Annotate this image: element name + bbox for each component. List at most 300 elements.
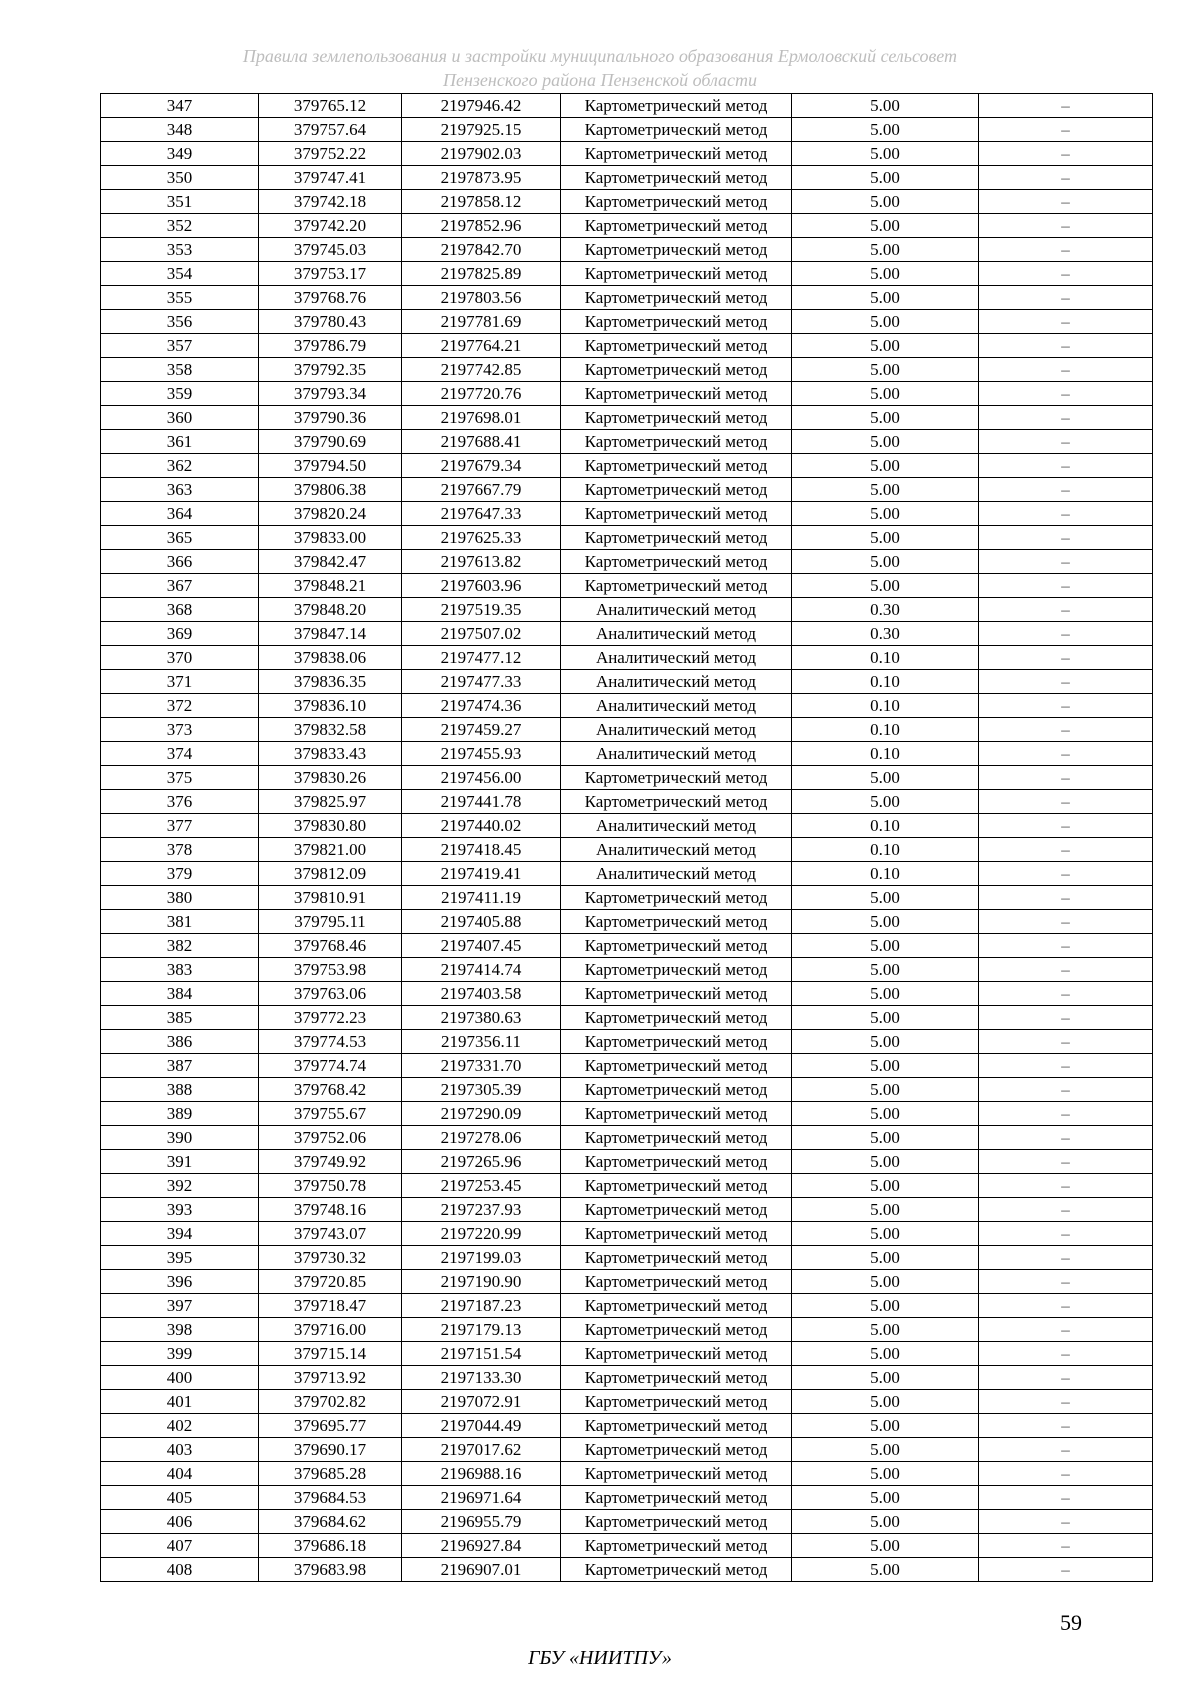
method-cell: Картометрический метод (561, 886, 792, 910)
y-coordinate-cell: 2197603.96 (402, 574, 561, 598)
y-coordinate-cell: 2197720.76 (402, 382, 561, 406)
y-coordinate-cell: 2197179.13 (402, 1318, 561, 1342)
note-cell: – (979, 958, 1153, 982)
point-number-cell: 378 (101, 838, 259, 862)
point-number-cell: 369 (101, 622, 259, 646)
method-cell: Картометрический метод (561, 502, 792, 526)
method-cell: Картометрический метод (561, 1150, 792, 1174)
accuracy-cell: 5.00 (792, 502, 979, 526)
method-cell: Картометрический метод (561, 790, 792, 814)
table-row (101, 286, 1153, 310)
note-cell: – (979, 454, 1153, 478)
y-coordinate-cell: 2197190.90 (402, 1270, 561, 1294)
method-cell: Картометрический метод (561, 1462, 792, 1486)
method-cell: Аналитический метод (561, 718, 792, 742)
point-number-cell: 368 (101, 598, 259, 622)
note-cell: – (979, 1222, 1153, 1246)
table-row (101, 358, 1153, 382)
point-number-cell: 387 (101, 1054, 259, 1078)
table-row (101, 1006, 1153, 1030)
y-coordinate-cell: 2196955.79 (402, 1510, 561, 1534)
y-coordinate-cell: 2197411.19 (402, 886, 561, 910)
y-coordinate-cell: 2197072.91 (402, 1390, 561, 1414)
y-coordinate-cell: 2197265.96 (402, 1150, 561, 1174)
accuracy-cell: 0.30 (792, 598, 979, 622)
method-cell: Картометрический метод (561, 1198, 792, 1222)
method-cell: Картометрический метод (561, 286, 792, 310)
point-number-cell: 375 (101, 766, 259, 790)
x-coordinate-cell: 379768.76 (259, 286, 402, 310)
method-cell: Картометрический метод (561, 1030, 792, 1054)
accuracy-cell: 5.00 (792, 1318, 979, 1342)
table-row (101, 1486, 1153, 1510)
y-coordinate-cell: 2197858.12 (402, 190, 561, 214)
point-number-cell: 362 (101, 454, 259, 478)
note-cell: – (979, 814, 1153, 838)
y-coordinate-cell: 2197902.03 (402, 142, 561, 166)
y-coordinate-cell: 2197507.02 (402, 622, 561, 646)
note-cell: – (979, 1438, 1153, 1462)
x-coordinate-cell: 379690.17 (259, 1438, 402, 1462)
method-cell: Картометрический метод (561, 1222, 792, 1246)
note-cell: – (979, 1030, 1153, 1054)
y-coordinate-cell: 2197418.45 (402, 838, 561, 862)
point-number-cell: 385 (101, 1006, 259, 1030)
point-number-cell: 402 (101, 1414, 259, 1438)
point-number-cell: 372 (101, 694, 259, 718)
accuracy-cell: 5.00 (792, 982, 979, 1006)
note-cell: – (979, 1294, 1153, 1318)
y-coordinate-cell: 2197459.27 (402, 718, 561, 742)
table-row (101, 526, 1153, 550)
note-cell: – (979, 478, 1153, 502)
table-row (101, 190, 1153, 214)
y-coordinate-cell: 2197441.78 (402, 790, 561, 814)
point-number-cell: 408 (101, 1558, 259, 1582)
y-coordinate-cell: 2197380.63 (402, 1006, 561, 1030)
coordinates-table-body (101, 94, 1153, 1582)
point-number-cell: 358 (101, 358, 259, 382)
note-cell: – (979, 1318, 1153, 1342)
accuracy-cell: 5.00 (792, 1558, 979, 1582)
accuracy-cell: 5.00 (792, 430, 979, 454)
table-row (101, 574, 1153, 598)
note-cell: – (979, 1246, 1153, 1270)
x-coordinate-cell: 379806.38 (259, 478, 402, 502)
method-cell: Картометрический метод (561, 1102, 792, 1126)
note-cell: – (979, 118, 1153, 142)
table-row (101, 646, 1153, 670)
accuracy-cell: 5.00 (792, 1054, 979, 1078)
method-cell: Аналитический метод (561, 598, 792, 622)
x-coordinate-cell: 379745.03 (259, 238, 402, 262)
y-coordinate-cell: 2197017.62 (402, 1438, 561, 1462)
table-row (101, 1126, 1153, 1150)
y-coordinate-cell: 2197925.15 (402, 118, 561, 142)
method-cell: Картометрический метод (561, 1246, 792, 1270)
accuracy-cell: 5.00 (792, 286, 979, 310)
note-cell: – (979, 1462, 1153, 1486)
page-header (100, 44, 1100, 92)
point-number-cell: 397 (101, 1294, 259, 1318)
accuracy-cell: 5.00 (792, 1198, 979, 1222)
accuracy-cell: 5.00 (792, 1150, 979, 1174)
note-cell: – (979, 982, 1153, 1006)
accuracy-cell: 0.10 (792, 814, 979, 838)
note-cell: – (979, 742, 1153, 766)
y-coordinate-cell: 2197407.45 (402, 934, 561, 958)
x-coordinate-cell: 379752.22 (259, 142, 402, 166)
table-row (101, 1174, 1153, 1198)
point-number-cell: 391 (101, 1150, 259, 1174)
note-cell: – (979, 1366, 1153, 1390)
note-cell: – (979, 646, 1153, 670)
table-row (101, 1462, 1153, 1486)
note-cell: – (979, 574, 1153, 598)
x-coordinate-cell: 379825.97 (259, 790, 402, 814)
note-cell: – (979, 142, 1153, 166)
note-cell: – (979, 910, 1153, 934)
y-coordinate-cell: 2197356.11 (402, 1030, 561, 1054)
y-coordinate-cell: 2196927.84 (402, 1534, 561, 1558)
note-cell: – (979, 886, 1153, 910)
table-row (101, 814, 1153, 838)
x-coordinate-cell: 379750.78 (259, 1174, 402, 1198)
accuracy-cell: 5.00 (792, 478, 979, 502)
point-number-cell: 364 (101, 502, 259, 526)
point-number-cell: 351 (101, 190, 259, 214)
point-number-cell: 406 (101, 1510, 259, 1534)
y-coordinate-cell: 2197667.79 (402, 478, 561, 502)
accuracy-cell: 5.00 (792, 1030, 979, 1054)
method-cell: Картометрический метод (561, 166, 792, 190)
note-cell: – (979, 526, 1153, 550)
accuracy-cell: 5.00 (792, 1438, 979, 1462)
method-cell: Аналитический метод (561, 862, 792, 886)
accuracy-cell: 5.00 (792, 910, 979, 934)
point-number-cell: 360 (101, 406, 259, 430)
method-cell: Картометрический метод (561, 1270, 792, 1294)
accuracy-cell: 5.00 (792, 166, 979, 190)
method-cell: Аналитический метод (561, 694, 792, 718)
point-number-cell: 361 (101, 430, 259, 454)
x-coordinate-cell: 379848.20 (259, 598, 402, 622)
accuracy-cell: 5.00 (792, 358, 979, 382)
y-coordinate-cell: 2197419.41 (402, 862, 561, 886)
x-coordinate-cell: 379847.14 (259, 622, 402, 646)
table-row (101, 1318, 1153, 1342)
point-number-cell: 398 (101, 1318, 259, 1342)
accuracy-cell: 5.00 (792, 142, 979, 166)
accuracy-cell: 5.00 (792, 790, 979, 814)
point-number-cell: 405 (101, 1486, 259, 1510)
method-cell: Картометрический метод (561, 118, 792, 142)
y-coordinate-cell: 2197764.21 (402, 334, 561, 358)
table-row (101, 94, 1153, 118)
method-cell: Аналитический метод (561, 622, 792, 646)
point-number-cell: 401 (101, 1390, 259, 1414)
method-cell: Картометрический метод (561, 910, 792, 934)
accuracy-cell: 5.00 (792, 1222, 979, 1246)
method-cell: Картометрический метод (561, 310, 792, 334)
x-coordinate-cell: 379713.92 (259, 1366, 402, 1390)
point-number-cell: 400 (101, 1366, 259, 1390)
page-footer: ГБУ «НИИТПУ» (528, 1647, 672, 1669)
y-coordinate-cell: 2197803.56 (402, 286, 561, 310)
note-cell: – (979, 166, 1153, 190)
note-cell: – (979, 1486, 1153, 1510)
point-number-cell: 365 (101, 526, 259, 550)
method-cell: Картометрический метод (561, 406, 792, 430)
method-cell: Аналитический метод (561, 670, 792, 694)
note-cell: – (979, 382, 1153, 406)
table-row (101, 478, 1153, 502)
table-row (101, 1054, 1153, 1078)
accuracy-cell: 5.00 (792, 934, 979, 958)
table-row (101, 382, 1153, 406)
accuracy-cell: 0.10 (792, 694, 979, 718)
y-coordinate-cell: 2196988.16 (402, 1462, 561, 1486)
method-cell: Картометрический метод (561, 1294, 792, 1318)
point-number-cell: 389 (101, 1102, 259, 1126)
table-row (101, 1198, 1153, 1222)
note-cell: – (979, 694, 1153, 718)
point-number-cell: 392 (101, 1174, 259, 1198)
x-coordinate-cell: 379753.98 (259, 958, 402, 982)
accuracy-cell: 0.10 (792, 862, 979, 886)
accuracy-cell: 5.00 (792, 262, 979, 286)
x-coordinate-cell: 379774.53 (259, 1030, 402, 1054)
method-cell: Картометрический метод (561, 478, 792, 502)
y-coordinate-cell: 2197278.06 (402, 1126, 561, 1150)
method-cell: Картометрический метод (561, 1078, 792, 1102)
table-row (101, 1102, 1153, 1126)
note-cell: – (979, 934, 1153, 958)
accuracy-cell: 5.00 (792, 958, 979, 982)
y-coordinate-cell: 2197414.74 (402, 958, 561, 982)
method-cell: Аналитический метод (561, 646, 792, 670)
x-coordinate-cell: 379752.06 (259, 1126, 402, 1150)
accuracy-cell: 5.00 (792, 382, 979, 406)
method-cell: Картометрический метод (561, 1414, 792, 1438)
note-cell: – (979, 1150, 1153, 1174)
note-cell: – (979, 862, 1153, 886)
x-coordinate-cell: 379786.79 (259, 334, 402, 358)
method-cell: Картометрический метод (561, 94, 792, 118)
point-number-cell: 396 (101, 1270, 259, 1294)
note-cell: – (979, 718, 1153, 742)
x-coordinate-cell: 379747.41 (259, 166, 402, 190)
x-coordinate-cell: 379742.18 (259, 190, 402, 214)
table-row (101, 310, 1153, 334)
point-number-cell: 376 (101, 790, 259, 814)
method-cell: Картометрический метод (561, 382, 792, 406)
y-coordinate-cell: 2197625.33 (402, 526, 561, 550)
point-number-cell: 380 (101, 886, 259, 910)
accuracy-cell: 0.10 (792, 718, 979, 742)
y-coordinate-cell: 2196971.64 (402, 1486, 561, 1510)
x-coordinate-cell: 379772.23 (259, 1006, 402, 1030)
table-row (101, 334, 1153, 358)
method-cell: Картометрический метод (561, 1534, 792, 1558)
table-row (101, 1366, 1153, 1390)
x-coordinate-cell: 379848.21 (259, 574, 402, 598)
y-coordinate-cell: 2197253.45 (402, 1174, 561, 1198)
note-cell: – (979, 238, 1153, 262)
accuracy-cell: 5.00 (792, 1342, 979, 1366)
accuracy-cell: 5.00 (792, 550, 979, 574)
x-coordinate-cell: 379716.00 (259, 1318, 402, 1342)
table-row (101, 1222, 1153, 1246)
table-row (101, 694, 1153, 718)
y-coordinate-cell: 2197679.34 (402, 454, 561, 478)
accuracy-cell: 5.00 (792, 574, 979, 598)
table-row (101, 238, 1153, 262)
accuracy-cell: 5.00 (792, 238, 979, 262)
accuracy-cell: 5.00 (792, 1486, 979, 1510)
note-cell: – (979, 286, 1153, 310)
table-row (101, 934, 1153, 958)
y-coordinate-cell: 2197440.02 (402, 814, 561, 838)
note-cell: – (979, 838, 1153, 862)
accuracy-cell: 5.00 (792, 214, 979, 238)
method-cell: Картометрический метод (561, 934, 792, 958)
x-coordinate-cell: 379765.12 (259, 94, 402, 118)
accuracy-cell: 5.00 (792, 94, 979, 118)
x-coordinate-cell: 379830.26 (259, 766, 402, 790)
point-number-cell: 356 (101, 310, 259, 334)
x-coordinate-cell: 379821.00 (259, 838, 402, 862)
point-number-cell: 366 (101, 550, 259, 574)
point-number-cell: 359 (101, 382, 259, 406)
method-cell: Картометрический метод (561, 1558, 792, 1582)
y-coordinate-cell: 2197842.70 (402, 238, 561, 262)
point-number-cell: 407 (101, 1534, 259, 1558)
table-row (101, 454, 1153, 478)
table-row (101, 430, 1153, 454)
table-row (101, 838, 1153, 862)
note-cell: – (979, 1510, 1153, 1534)
accuracy-cell: 0.10 (792, 670, 979, 694)
method-cell: Картометрический метод (561, 454, 792, 478)
point-number-cell: 354 (101, 262, 259, 286)
accuracy-cell: 5.00 (792, 1462, 979, 1486)
x-coordinate-cell: 379830.80 (259, 814, 402, 838)
table-row (101, 1246, 1153, 1270)
note-cell: – (979, 1078, 1153, 1102)
x-coordinate-cell: 379763.06 (259, 982, 402, 1006)
table-row (101, 502, 1153, 526)
point-number-cell: 350 (101, 166, 259, 190)
accuracy-cell: 5.00 (792, 1102, 979, 1126)
x-coordinate-cell: 379715.14 (259, 1342, 402, 1366)
accuracy-cell: 5.00 (792, 406, 979, 430)
coordinates-table (100, 93, 1153, 1582)
x-coordinate-cell: 379793.34 (259, 382, 402, 406)
note-cell: – (979, 1174, 1153, 1198)
x-coordinate-cell: 379833.43 (259, 742, 402, 766)
note-cell: – (979, 430, 1153, 454)
table-row (101, 958, 1153, 982)
method-cell: Картометрический метод (561, 526, 792, 550)
method-cell: Картометрический метод (561, 430, 792, 454)
y-coordinate-cell: 2197305.39 (402, 1078, 561, 1102)
x-coordinate-cell: 379755.67 (259, 1102, 402, 1126)
x-coordinate-cell: 379838.06 (259, 646, 402, 670)
note-cell: – (979, 1342, 1153, 1366)
method-cell: Картометрический метод (561, 958, 792, 982)
x-coordinate-cell: 379730.32 (259, 1246, 402, 1270)
point-number-cell: 403 (101, 1438, 259, 1462)
method-cell: Картометрический метод (561, 214, 792, 238)
method-cell: Картометрический метод (561, 1054, 792, 1078)
point-number-cell: 393 (101, 1198, 259, 1222)
accuracy-cell: 5.00 (792, 766, 979, 790)
x-coordinate-cell: 379743.07 (259, 1222, 402, 1246)
accuracy-cell: 5.00 (792, 1126, 979, 1150)
accuracy-cell: 5.00 (792, 310, 979, 334)
table-row (101, 718, 1153, 742)
note-cell: – (979, 1102, 1153, 1126)
method-cell: Картометрический метод (561, 766, 792, 790)
method-cell: Картометрический метод (561, 982, 792, 1006)
note-cell: – (979, 190, 1153, 214)
y-coordinate-cell: 2197044.49 (402, 1414, 561, 1438)
note-cell: – (979, 358, 1153, 382)
accuracy-cell: 5.00 (792, 1294, 979, 1318)
point-number-cell: 373 (101, 718, 259, 742)
table-row (101, 550, 1153, 574)
x-coordinate-cell: 379790.69 (259, 430, 402, 454)
x-coordinate-cell: 379836.35 (259, 670, 402, 694)
x-coordinate-cell: 379684.53 (259, 1486, 402, 1510)
point-number-cell: 357 (101, 334, 259, 358)
table-row (101, 1270, 1153, 1294)
method-cell: Картометрический метод (561, 1006, 792, 1030)
point-number-cell: 382 (101, 934, 259, 958)
y-coordinate-cell: 2197474.36 (402, 694, 561, 718)
note-cell: – (979, 1390, 1153, 1414)
accuracy-cell: 5.00 (792, 1414, 979, 1438)
method-cell: Картометрический метод (561, 1342, 792, 1366)
note-cell: – (979, 1006, 1153, 1030)
accuracy-cell: 5.00 (792, 1270, 979, 1294)
table-row (101, 214, 1153, 238)
method-cell: Картометрический метод (561, 1486, 792, 1510)
table-row (101, 142, 1153, 166)
x-coordinate-cell: 379768.42 (259, 1078, 402, 1102)
y-coordinate-cell: 2196907.01 (402, 1558, 561, 1582)
note-cell: – (979, 550, 1153, 574)
method-cell: Картометрический метод (561, 1390, 792, 1414)
table-row (101, 982, 1153, 1006)
table-row (101, 862, 1153, 886)
table-row (101, 670, 1153, 694)
point-number-cell: 384 (101, 982, 259, 1006)
table-row (101, 166, 1153, 190)
note-cell: – (979, 1534, 1153, 1558)
table-row (101, 1390, 1153, 1414)
method-cell: Аналитический метод (561, 814, 792, 838)
table-row (101, 742, 1153, 766)
note-cell: – (979, 502, 1153, 526)
method-cell: Картометрический метод (561, 550, 792, 574)
accuracy-cell: 5.00 (792, 1390, 979, 1414)
note-cell: – (979, 1270, 1153, 1294)
method-cell: Картометрический метод (561, 142, 792, 166)
y-coordinate-cell: 2197742.85 (402, 358, 561, 382)
x-coordinate-cell: 379757.64 (259, 118, 402, 142)
